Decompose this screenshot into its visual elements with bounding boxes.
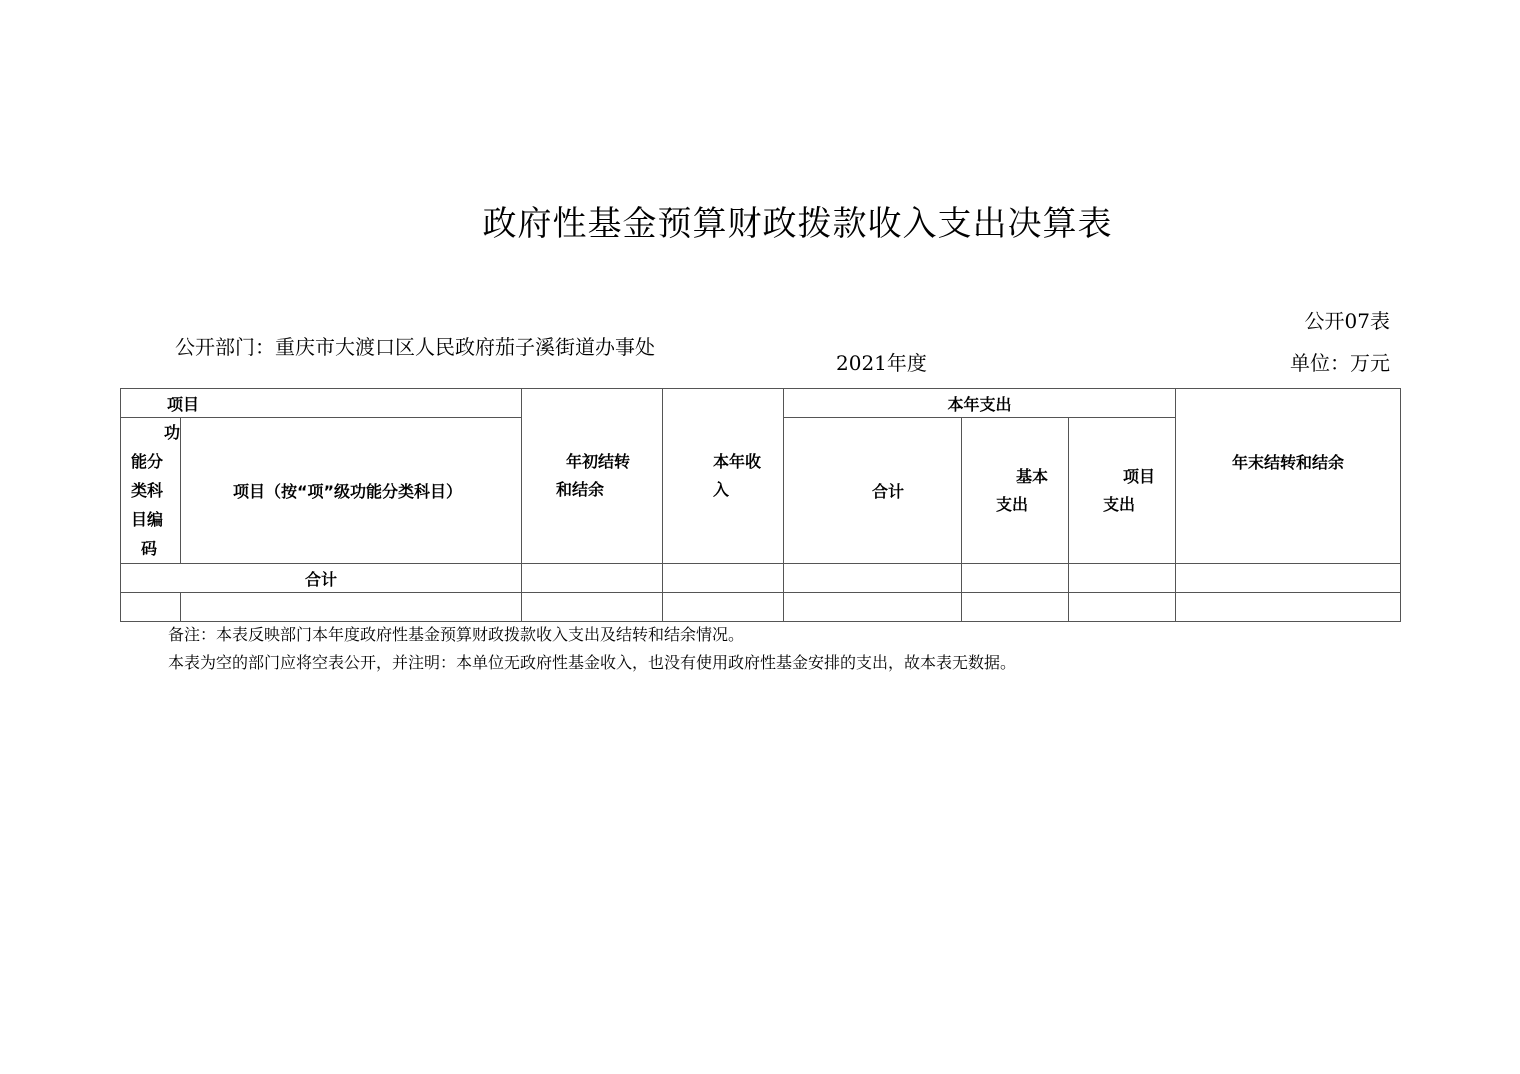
header-item: 项目（按“项”级功能分类科目） (181, 418, 522, 564)
header-income (663, 389, 784, 564)
department-label: 公开部门：重庆市大渡口区人民政府茄子溪街道办事处 (175, 335, 655, 359)
header-func-line-1: 功 (163, 423, 180, 442)
total-project (1069, 564, 1176, 593)
header-projexp-line-2: 支出 (1103, 494, 1136, 514)
total-closing (1176, 564, 1401, 593)
cell-closing (1176, 593, 1401, 622)
cell-func-code (121, 593, 181, 622)
header-closing-balance: 年末结转和结余 (1176, 389, 1401, 564)
total-opening (522, 564, 663, 593)
cell-exp-total (784, 593, 962, 622)
cell-basic (962, 593, 1069, 622)
budget-table (120, 388, 1401, 622)
total-label: 合计 (121, 564, 522, 593)
header-func-line-4: 目编 (131, 510, 164, 529)
header-func-line-3: 类科 (131, 481, 164, 500)
header-func-code (121, 418, 181, 564)
note-remark: 备注：本表反映部门本年度政府性基金预算财政拨款收入支出及结转和结余情况。 (168, 625, 745, 644)
total-exp-total (784, 564, 962, 593)
header-project: 项目 (121, 389, 522, 418)
header-opening-line-1: 年初结转 (566, 452, 631, 471)
unit-label: 单位：万元 (1290, 351, 1390, 375)
page-title: 政府性基金预算财政拨款收入支出决算表 (482, 204, 1113, 244)
cell-opening (522, 593, 663, 622)
header-func-line-2: 能分 (131, 452, 164, 471)
header-expense: 本年支出 (784, 389, 1176, 418)
header-exp-total: 合计 (784, 418, 962, 564)
cell-project (1069, 593, 1176, 622)
total-row (121, 564, 1401, 593)
note-empty-table: 本表为空的部门应将空表公开，并注明：本单位无政府性基金收入，也没有使用政府性基金安排的支出，故本表无数据。 (168, 653, 1017, 672)
header-row-1 (121, 389, 1401, 418)
header-basic-exp (962, 418, 1069, 564)
cell-income (663, 593, 784, 622)
header-opening-balance (522, 389, 663, 564)
header-opening-line-2: 和结余 (556, 480, 605, 499)
header-basic-line-2: 支出 (996, 494, 1029, 514)
total-basic (962, 564, 1069, 593)
table-row (121, 593, 1401, 622)
fiscal-year: 2021年度 (836, 351, 927, 375)
total-income (663, 564, 784, 593)
header-income-line-2: 入 (713, 480, 730, 499)
header-project-exp (1069, 418, 1176, 564)
header-basic-line-1: 基本 (1016, 466, 1049, 486)
table-code: 公开07表 (1304, 309, 1390, 333)
header-projexp-line-1: 项目 (1123, 466, 1156, 486)
header-func-line-5: 码 (141, 539, 158, 558)
header-income-line-1: 本年收 (713, 452, 762, 471)
cell-item (181, 593, 522, 622)
